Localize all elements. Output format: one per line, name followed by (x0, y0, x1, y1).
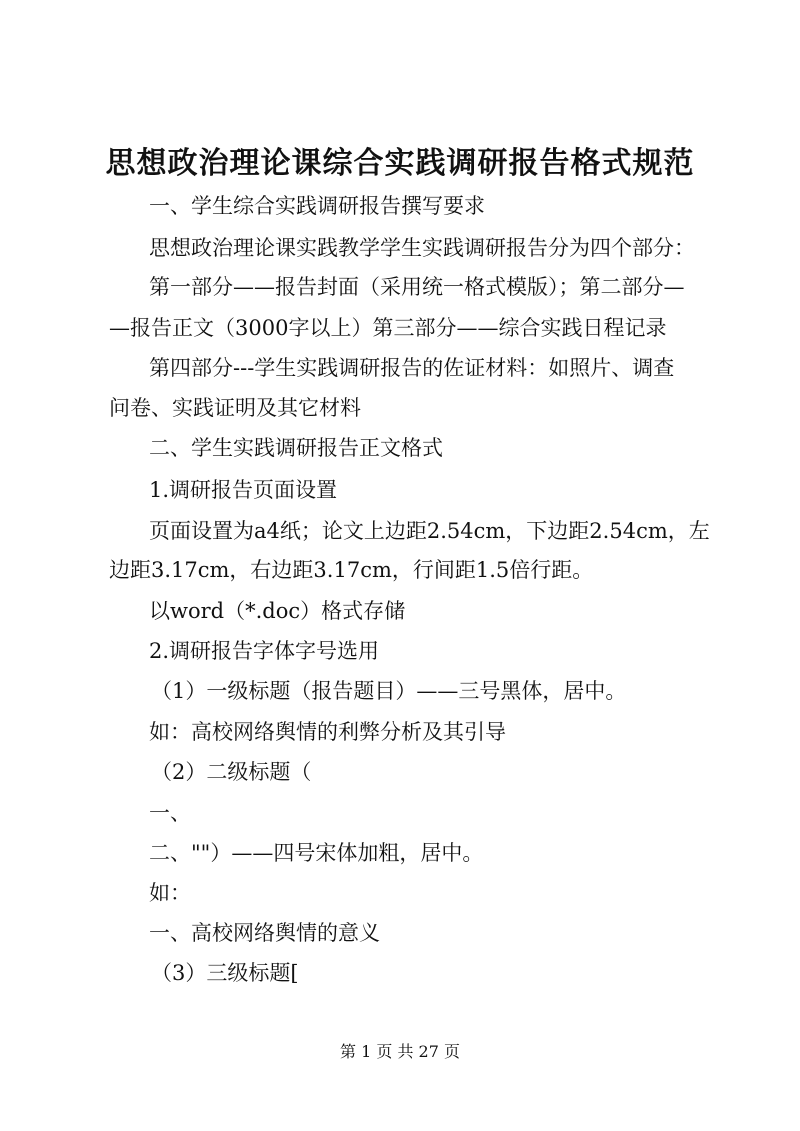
paragraph-line: 问卷、实践证明及其它材料 (109, 396, 361, 420)
paragraph-line: 以word（*.doc）格式存储 (149, 599, 406, 623)
list-item: （1）一级标题（报告题目）——三号黑体，居中。 (151, 679, 627, 703)
paragraph-line: 边距3.17cm，右边距3.17cm，行间距1.5倍行距。 (109, 558, 594, 582)
paragraph-line: 一、 (149, 801, 191, 825)
page-footer: 第 1 页 共 27 页 (340, 1042, 460, 1061)
paragraph-line: 思想政治理论课实践教学学生实践调研报告分为四个部分： (149, 236, 695, 260)
document-title: 思想政治理论课综合实践调研报告格式规范 (105, 146, 695, 181)
paragraph-line: 如： (149, 881, 191, 905)
list-item: （3）三级标题[ (151, 961, 299, 985)
subsection-heading: 2.调研报告字体字号选用 (149, 639, 380, 663)
paragraph-line: 第四部分---学生实践调研报告的佐证材料：如照片、调查 (149, 356, 675, 380)
paragraph-line: 第一部分——报告封面（采用统一格式模版）；第二部分— (149, 275, 685, 299)
paragraph-line: 页面设置为a4纸；论文上边距2.54cm，下边距2.54cm，左 (149, 519, 710, 543)
paragraph-line: 一、高校网络舆情的意义 (149, 921, 380, 945)
paragraph-line: 如：高校网络舆情的利弊分析及其引导 (149, 720, 506, 744)
subsection-heading: 1.调研报告页面设置 (149, 478, 338, 502)
paragraph-line: —报告正文（3000字以上）第三部分——综合实践日程记录 (109, 316, 667, 340)
section-heading-1: 一、学生综合实践调研报告撰写要求 (149, 194, 485, 218)
section-heading-2: 二、学生实践调研报告正文格式 (149, 436, 443, 460)
paragraph-line: 二、""）——四号宋体加粗，居中。 (149, 841, 484, 865)
list-item: （2）二级标题（ (151, 760, 312, 784)
